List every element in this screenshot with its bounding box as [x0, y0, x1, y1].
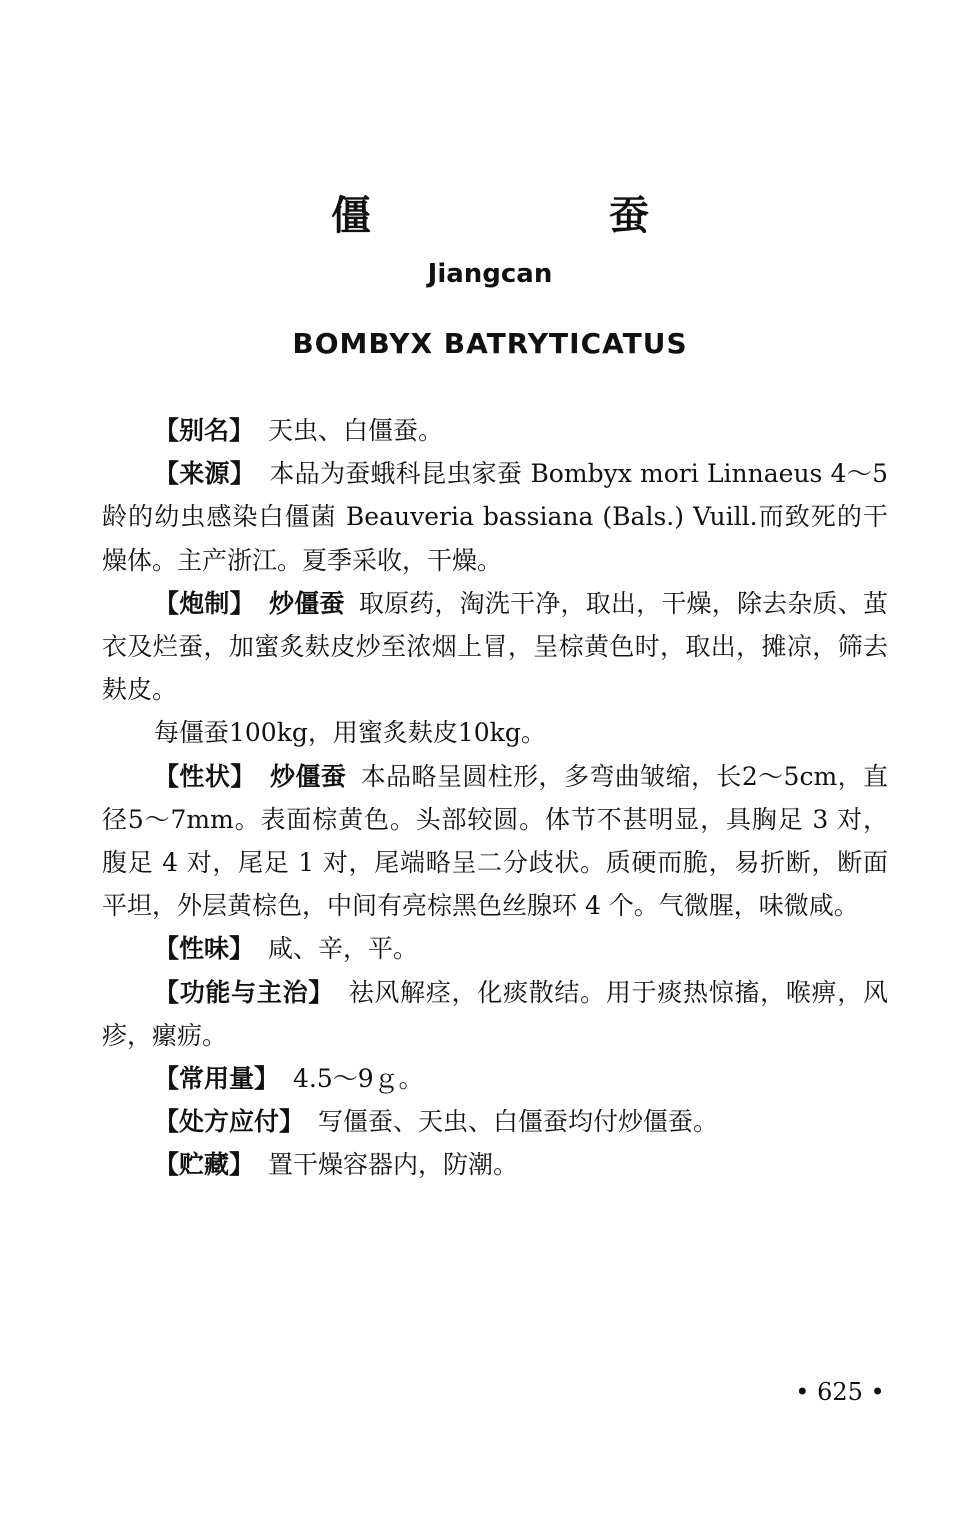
- section-processing: [102, 582, 888, 712]
- section-label: 【别名】: [154, 416, 255, 445]
- section-label: 【贮藏】: [154, 1150, 255, 1180]
- section-storage: [102, 1143, 888, 1186]
- section-subhead: 炒僵蚕: [269, 761, 347, 791]
- section-label: 【性味】: [154, 934, 255, 964]
- latin-name: BOMBYX BATRYTICATUS: [292, 327, 688, 360]
- section-text: 置干燥容器内，防潮。: [268, 1150, 519, 1180]
- pinyin-title: Jiangcan: [427, 259, 553, 289]
- processing-ratio: [102, 711, 888, 754]
- section-text: 咸、辛，平。: [268, 934, 419, 964]
- page-title: 僵 蚕: [331, 193, 761, 239]
- section-property: [102, 927, 888, 970]
- section-text: 本品略呈圆柱形，多弯曲皱缩，长2～5cm，直径5～7mm。表面棕黄色。头部较圆。体节不甚明显，具胸足 3 对，腹足 4 对，尾足 1 对，尾端略呈二分歧状。质硬而脆，易折断，断面平坦，外层黄棕色，中间有亮棕黑色丝腺环 4 个。气微腥，味微咸。: [102, 761, 888, 921]
- section-alias: [102, 409, 888, 452]
- section-label: 【常用量】: [154, 1064, 280, 1094]
- section-description: [102, 755, 888, 928]
- section-text: 天虫、白僵蚕。: [268, 416, 444, 445]
- section-text: 4.5～9ｇ。: [293, 1064, 424, 1094]
- section-dosage: [102, 1057, 888, 1100]
- section-label: 【处方应付】: [154, 1107, 305, 1137]
- section-label: 【炮制】: [154, 588, 255, 618]
- monograph-body: [102, 409, 888, 1187]
- page-number: • 625 •: [795, 1378, 885, 1406]
- section-text: 取原药，淘洗干净，取出，干燥，除去杂质、茧衣及烂蚕，加蜜炙麸皮炒至浓烟上冒，呈棕黄色时，取出，摊凉，筛去麸皮。: [102, 588, 888, 705]
- section-label: 【功能与主治】: [154, 977, 334, 1007]
- section-label: 【性状】: [154, 761, 256, 791]
- section-source: [102, 452, 888, 582]
- section-text: 写僵蚕、天虫、白僵蚕均付炒僵蚕。: [318, 1107, 719, 1137]
- section-text: 祛风解痉，化痰散结。用于痰热惊搐，喉痹，风疹，瘰疬。: [102, 977, 888, 1050]
- section-label: 【来源】: [154, 459, 256, 489]
- section-subhead: 炒僵蚕: [268, 588, 345, 618]
- section-prescription: [102, 1100, 888, 1143]
- section-text: 本品为蚕蛾科昆虫家蚕 Bombyx mori Linnaeus 4～5 龄的幼虫感染白僵菌 Beauveria bassiana (Bals.) Vuill.而致死的干燥体。主产浙江。夏季采收，干燥。: [102, 459, 888, 575]
- section-function: [102, 971, 888, 1057]
- section-text: 每僵蚕100kg，用蜜炙麸皮10kg。: [154, 718, 546, 748]
